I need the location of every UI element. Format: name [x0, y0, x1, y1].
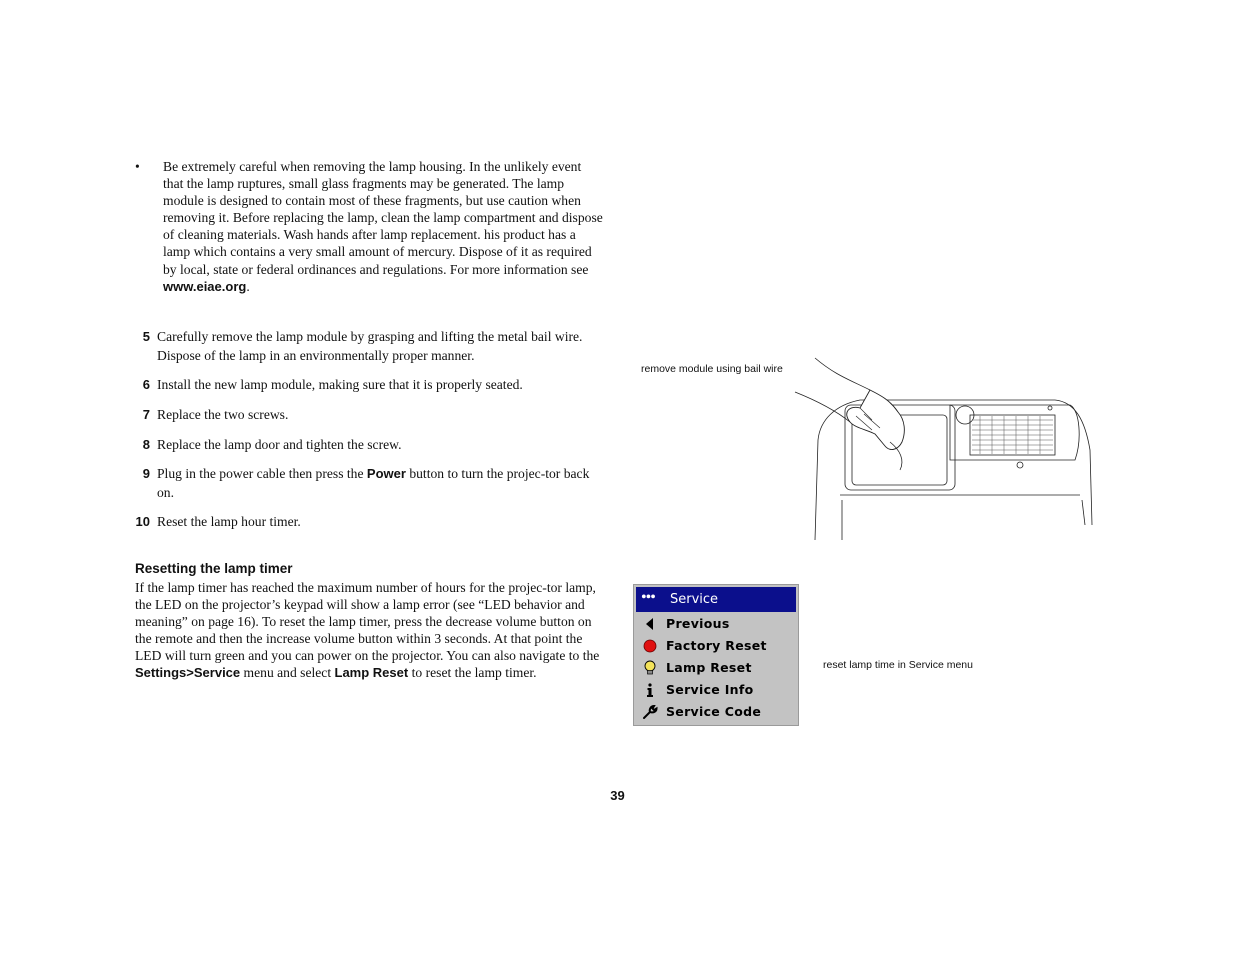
menu-item-previous[interactable] — [636, 613, 796, 635]
step-text: Plug in the power cable then press the Power button to turn the projec-tor back on. — [157, 466, 590, 500]
eiae-link[interactable]: www.eiae.org — [163, 278, 247, 294]
step-text: Replace the two screws. — [157, 407, 289, 422]
page-number: 39 — [610, 788, 625, 803]
step-text: Carefully remove the lamp module by grasping and lifting the metal bail wire. Dispose of the lamp in an environmentally proper manner. — [157, 329, 583, 363]
info-icon — [642, 682, 658, 698]
red-circle-icon — [642, 638, 658, 654]
step-number: 10 — [135, 514, 150, 529]
menu-item-label: Lamp Reset — [666, 660, 752, 675]
menu-caption: reset lamp time in Service menu — [823, 659, 973, 671]
power-label: Power — [366, 466, 406, 481]
menu-item-service-code[interactable] — [636, 701, 796, 723]
illustration-caption: remove module using bail wire — [641, 363, 783, 375]
service-menu — [633, 584, 799, 726]
step-10 — [135, 512, 605, 531]
step-5 — [135, 327, 605, 365]
menu-item-lamp-reset[interactable] — [636, 657, 796, 679]
lamp-reset-label: Lamp Reset — [334, 665, 409, 681]
step-text: Reset the lamp hour timer. — [157, 514, 301, 529]
step-text: Install the new lamp module, making sure that it is properly seated. — [157, 377, 523, 392]
light-bulb-icon — [642, 660, 658, 676]
step-7 — [135, 405, 605, 424]
service-menu-title: Service — [670, 592, 719, 607]
menu-item-label: Previous — [666, 616, 730, 631]
step-number: 8 — [142, 437, 150, 452]
step-8 — [135, 435, 605, 454]
triangle-left-icon — [642, 616, 658, 632]
step-number: 5 — [142, 329, 150, 344]
menu-item-factory-reset[interactable] — [636, 635, 796, 657]
menu-dots-icon: ••• — [641, 589, 655, 606]
bullet-text: Be extremely careful when removing the lamp housing. In the unlikely event that the lamp ruptures, small glass fragments may be generated. The lamp module is designed to contain most of these fragments, but use caution when removing it. Before replacing the lamp, clean the lamp compartment and dispose of cleaning materials. Wash hands after lamp replacement. his product has a lamp which contains a very small amount of mercury. Dispose of it as required by local, state or federal ordinances and regulations. For more information see www.eiae.org. — [163, 159, 603, 294]
step-number: 6 — [142, 377, 150, 392]
menu-item-label: Service Info — [666, 682, 754, 697]
step-text: Replace the lamp door and tighten the screw. — [157, 437, 402, 452]
step-9 — [135, 464, 605, 502]
step-6 — [135, 375, 605, 394]
bullet-symbol: • — [135, 159, 140, 174]
step-number: 9 — [142, 466, 150, 481]
settings-service-path: Settings>Service — [135, 665, 241, 681]
bullet-paragraph — [135, 158, 605, 295]
menu-item-service-info[interactable] — [636, 679, 796, 701]
step-number: 7 — [142, 407, 150, 422]
menu-item-label: Service Code — [666, 704, 762, 719]
menu-item-label: Factory Reset — [666, 638, 767, 653]
section-body: If the lamp timer has reached the maximum number of hours for the projec-tor lamp, the LED on the projector’s keypad will show a lamp error (see “LED behavior and meaning” on page 16). To reset the lamp timer, press the decrease volume button on the remote and then the increase volume button within 3 seconds. At that point the LED will turn green and you can power on the projector. You can also navigate to the Settings>Service menu and select Lamp Reset to reset the lamp timer. — [135, 580, 600, 681]
projector-lamp-illustration — [780, 350, 1100, 545]
service-menu-header — [636, 587, 796, 612]
section-heading: Resetting the lamp timer — [135, 561, 293, 576]
wrench-icon — [642, 704, 658, 720]
